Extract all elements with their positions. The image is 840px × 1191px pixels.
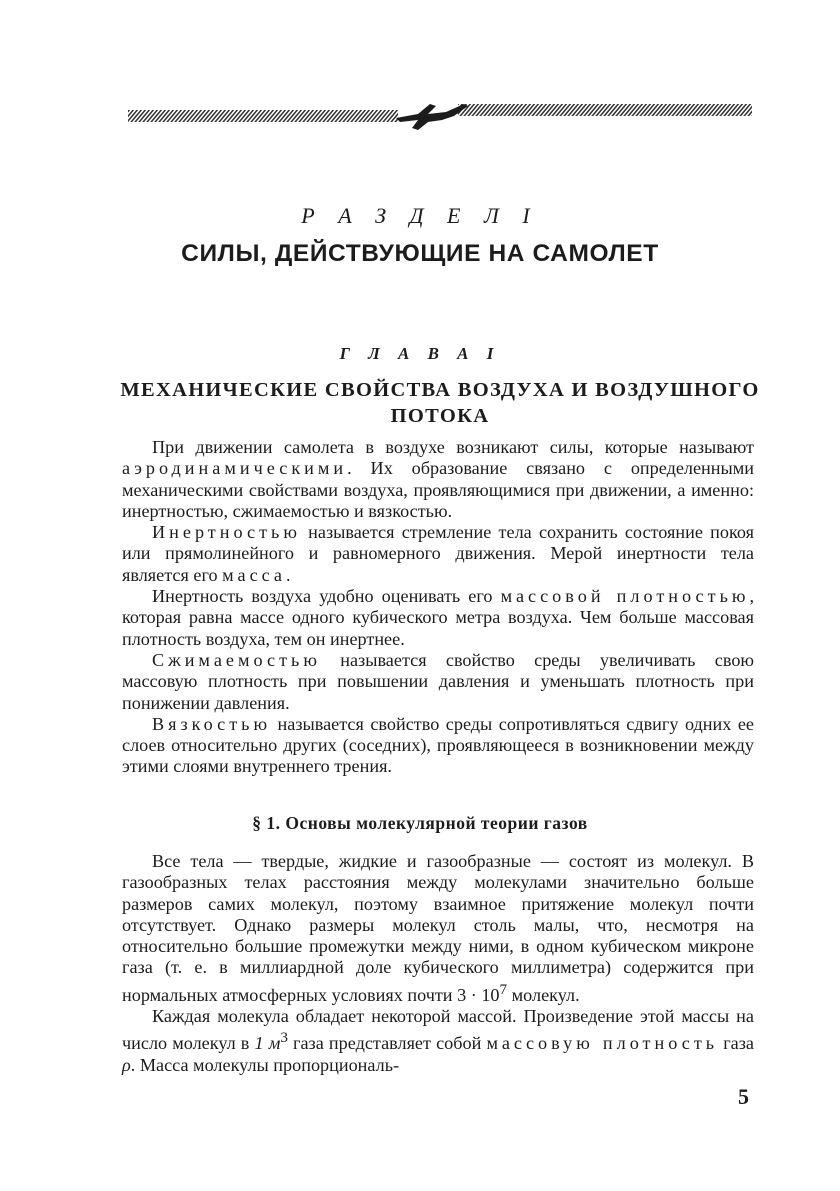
viscosity-paragraph: Вязкостью называется свойство среды сопротивляться сдвигу одних ее слоев относительно других (соседних), проявляющееся в возникновении между этими слоями внутреннего трения. <box>122 713 754 777</box>
paragraph-body <box>122 851 754 1076</box>
chapter-label: Г Л А В А I <box>339 344 501 363</box>
mass-density-paragraph: Каждая молекула обладает некоторой массой. Произведение этой массы на число молекул в 1 $м^3$ газа представляет собой массовую плотность газа ρ. Масса молекулы пропорциональ- <box>122 1006 755 1075</box>
paragraph-heading: § 1. Основы молекулярной теории газов <box>252 813 588 833</box>
term-mass-density: массовой плотностью <box>500 586 750 607</box>
term-inertia: Инертностью <box>152 522 301 543</box>
intro-paragraph: При движении самолета в воздухе возникают силы, которые называют аэродинамическими. Их образование связано с определенными механическими свойствами воздуха, проявляющимися при движении, а именно: инертностью, сжимаемостью и вязкостью. <box>122 437 754 521</box>
rho-symbol: ρ <box>122 1054 131 1075</box>
term-mass: масса <box>222 564 287 585</box>
term-mass-density-2: массовую плотность <box>486 1033 719 1054</box>
chapter-title: МЕХАНИЧЕСКИЕ СВОЙСТВА ВОЗДУХА И ВОЗДУШНОГО ПОТОКА <box>120 379 760 427</box>
page-number: 5 <box>738 1084 749 1109</box>
molecule-count-exponent: 7 <box>499 980 508 998</box>
section-label: Р А З Д Е Л I <box>301 203 539 228</box>
term-aerodynamic: аэродинамическими <box>122 458 348 479</box>
section-title: СИЛЫ, ДЕЙСТВУЮЩИЕ НА САМОЛЕТ <box>181 240 659 267</box>
chapter-intro <box>122 437 754 778</box>
term-compressibility: Сжимаемостью <box>152 649 321 670</box>
molecule-count: 3 · 10 <box>457 984 500 1005</box>
airplane-ornament-icon <box>128 96 752 136</box>
inertia-paragraph: Инертностью называется стремление тела сохранить состояние покоя или прямолинейного и равномерного движения. Мерой инертности тела является его масса. <box>122 522 754 585</box>
term-viscosity: Вязкостью <box>152 713 272 734</box>
compressibility-paragraph: Сжимаемостью называется свойство среды увеличивать свою массовую плотность при повышении давления и уменьшать плотность при понижении давления. <box>122 649 754 713</box>
density-paragraph: Инертность воздуха удобно оценивать его массовой плотностью, которая равна массе одного кубического метра воздуха. Чем больше массовая плотность воздуха, тем он инертнее. <box>122 586 754 649</box>
molecules-paragraph: Все тела — твердые, жидкие и газообразные — состоят из молекул. В газообразных телах расстояния между молекулами значительно больше размеров самих молекул, поэтому взаимное притяжение молекул почти отсутствует. Однако размеры молекул столь малы, что, несмотря на относительно большие промежутки между ними, в одном кубическом микроне газа (т. е. в миллиардной доле кубического миллиметра) содержится при нормальных атмосферных условиях почти $3 \cdot 10^7$ молекул. <box>122 851 754 1005</box>
cubic-meter-unit: 1 м <box>254 1033 281 1054</box>
